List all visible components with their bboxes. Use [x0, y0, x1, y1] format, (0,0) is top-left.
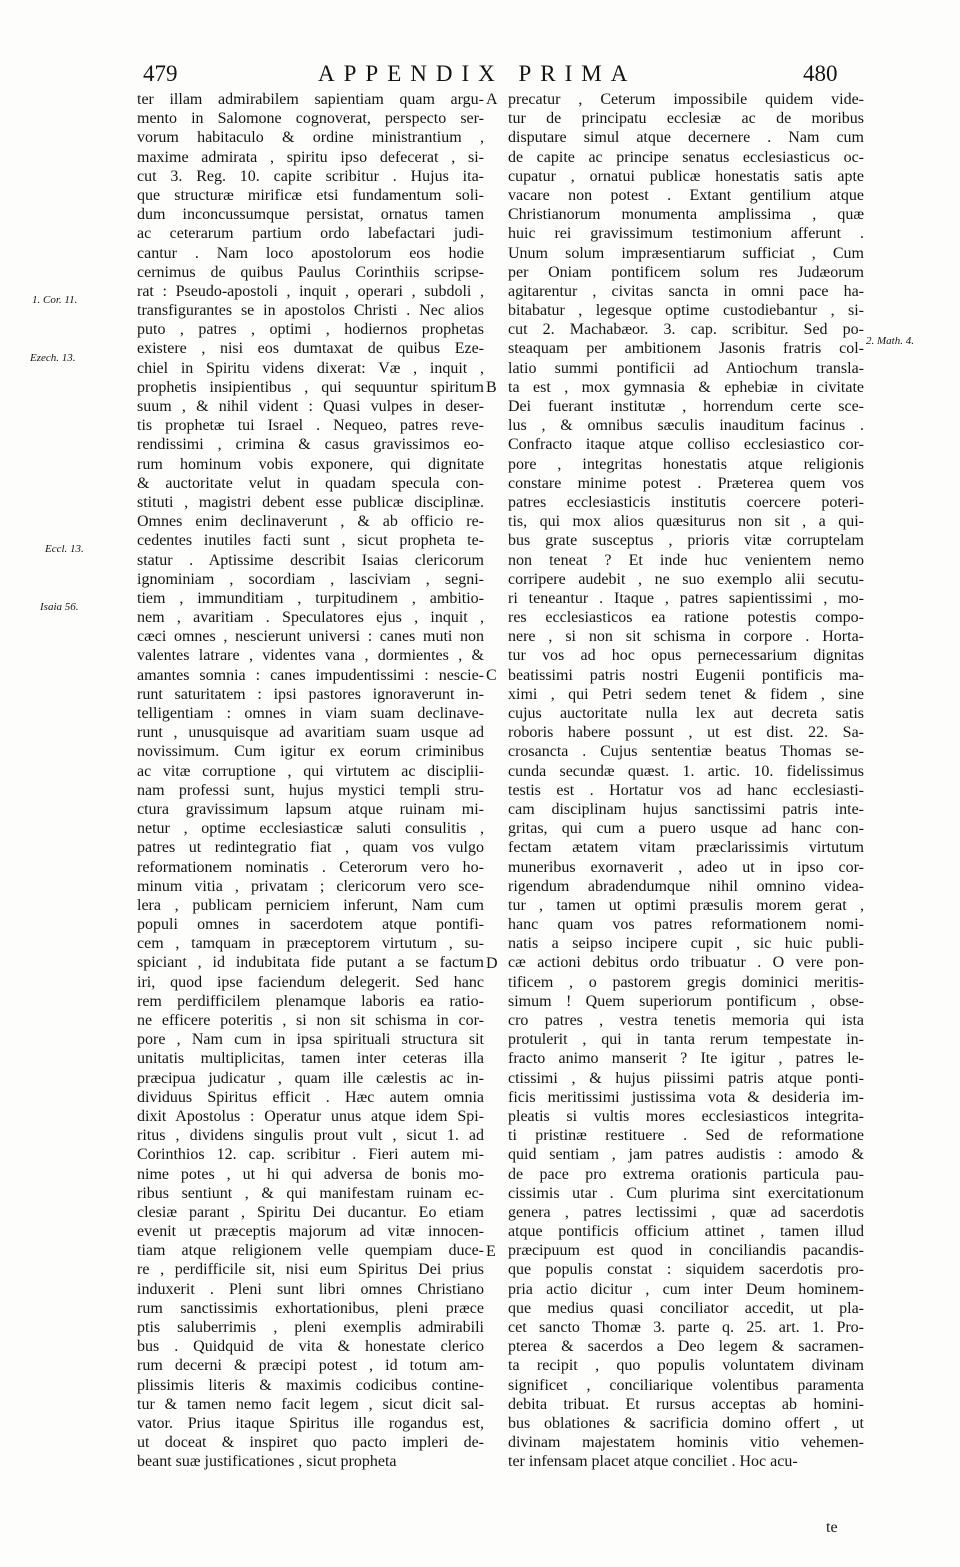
- text-line: pore , integritas honestatis atque religionis: [508, 455, 864, 473]
- left-column: [137, 90, 484, 1472]
- text-line: pria actio dicitur , cum inter Deum hominem-: [508, 1280, 864, 1298]
- text-line: roboris habere possunt , ut est dist. 22. Sa-: [508, 724, 864, 742]
- text-line: existere , nisi eos dumtaxat de quibus Eze-: [137, 340, 484, 358]
- text-line: fracto animo manserit ? Ite igitur , patres le-: [508, 1050, 864, 1068]
- text-line: natis a seipso incipere cupit , sic huic publi-: [508, 935, 864, 953]
- text-line: tiem , immunditiam , turpitudinem , ambitio-: [137, 589, 484, 607]
- text-line: rum sanctissimis exhortationibus, pleni præce: [137, 1299, 484, 1317]
- text-line: ut doceat & inspiret quo pacto impleri de-: [137, 1434, 484, 1452]
- text-line: rem perdifficilem plenamque laboris ea ratio-: [137, 992, 484, 1010]
- margin-note-ezech: Ezech. 13.: [30, 352, 76, 364]
- text-line: de pace pro extrema orationis particula pau-: [508, 1165, 864, 1183]
- text-line: dixit Apostolus : Operatur unus atque idem Spi-: [137, 1107, 484, 1125]
- text-line: protulerit , qui in tanta rerum tempestate in-: [508, 1031, 864, 1049]
- text-line: ne efficere poteritis , si non sit schisma in cor-: [137, 1012, 484, 1029]
- text-line: beant suæ justificationes , sicut propheta: [137, 1453, 397, 1471]
- text-line: ritus , dividens singulis prout vult , sicut 1. ad: [137, 1127, 484, 1145]
- text-line: cet sancto Thomæ 3. parte q. 25. art. 1. Pro-: [508, 1319, 864, 1336]
- text-line: rendissimi , crimina & casus gravissimos eo-: [137, 436, 484, 454]
- text-line: pore , Nam cum in ipsa spirituali structura sit: [137, 1031, 484, 1049]
- section-letter-d: D: [486, 955, 498, 972]
- text-line: amantes somnia : canes impudentissimi : nescie-: [137, 666, 484, 684]
- text-line: puto , patres , optimi , hodiernos prophetas: [137, 321, 484, 339]
- margin-note-cor: 1. Cor. 11.: [32, 294, 78, 306]
- text-line: rum hominum vobis exponere, qui dignitate: [137, 455, 484, 473]
- text-line: hanc quam vos patres reformationem nomi-: [508, 916, 864, 934]
- text-line: rum decerni & præcipi potest , id totum am-: [137, 1357, 484, 1375]
- text-line: ter infensam placet atque conciliet . Hoc acu-: [508, 1453, 798, 1471]
- text-line: fectam ætatem vitam præclarissimis virtutum: [508, 839, 864, 857]
- section-letter-b: B: [486, 379, 497, 396]
- text-line: prophetis insipientibus , qui sequuntur spiritum: [137, 378, 484, 396]
- text-line: ri teneantur . Itaque , patres sapientissimi , mo-: [508, 589, 864, 607]
- text-line: Corinthios 12. cap. scribitur . Fieri autem mi-: [137, 1146, 484, 1164]
- text-line: genera , patres lectissimi , quæ ad sacerdotis: [508, 1203, 864, 1221]
- text-line: tur , tamen ut optimi præsulis morem gerat ,: [508, 896, 864, 914]
- text-line: ac vitæ corruptione , qui virtutem ac disciplii-: [137, 762, 484, 780]
- text-line: valentes latrare , videntes vana , dormientes , &: [137, 647, 484, 665]
- text-line: cæci omnes , nescierunt universi : canes muti non: [137, 628, 484, 646]
- text-line: tis, qui mox alios quæsiturus non sit , a qui-: [508, 513, 864, 531]
- text-line: ta est , mox gymnasia & ephebiæ in civitate: [508, 378, 864, 396]
- text-line: corripere audebit , ne suo exemplo alii secutu-: [508, 570, 864, 588]
- text-line: netur , optime ecclesiasticæ saluti consulitis ,: [137, 820, 484, 838]
- text-line: cut 2. Machabæor. 3. cap. scribitur. Sed po-: [508, 321, 864, 339]
- text-line: reformationem nominatis . Ceterorum vero ho-: [137, 858, 484, 876]
- text-line: præcipuum est quod in conciliandis pacandis-: [508, 1242, 864, 1260]
- page-number-right: 480: [803, 61, 838, 86]
- text-line: præcipua judicatur , quam ille cælestis ac in-: [137, 1069, 484, 1087]
- text-line: ta recipit , quo populis voluntatem divinam: [508, 1357, 864, 1375]
- text-line: bus . Quidquid de vita & honestate clerico: [137, 1338, 484, 1356]
- text-line: statur . Aptissime describit Isaias clericorum: [137, 551, 484, 569]
- section-letter-c: C: [486, 667, 497, 684]
- text-line: cam disciplinam hujus sanctissimi patris inte-: [508, 800, 864, 818]
- text-line: latio summi pontificii ad Antiochum transla-: [508, 359, 864, 377]
- text-line: runt , unusquisque ad avaritiam suam usque ad: [137, 724, 484, 742]
- text-line: ficis meritissimi justissima vota & desideria im-: [508, 1088, 864, 1106]
- text-line: pleatis si vultis mores ecclesiasticos integrita-: [508, 1107, 864, 1125]
- text-line: nem , avaritiam . Speculatores ejus , inquit ,: [137, 609, 484, 627]
- text-line: que populis constat : siquidem sacerdotis pro-: [508, 1261, 864, 1279]
- text-line: non teneat ? Et inde huc venientem nemo: [508, 551, 864, 569]
- right-column: [508, 90, 864, 1472]
- text-line: patres ut redintegratio fiat , quam vos vulgo: [137, 839, 484, 857]
- running-head: APPENDIX PRIMA: [318, 61, 637, 86]
- text-line: atque pontificis officium attinet , tamen illud: [508, 1223, 864, 1241]
- text-line: nime potes , ut hi qui adversa de bonis mo-: [137, 1165, 484, 1183]
- text-line: muneribus exornaverit , adeo ut in ipso cor-: [508, 858, 864, 876]
- text-line: cedentes inutiles facti sunt , sicut propheta te-: [137, 532, 484, 550]
- text-line: cupatur , ornatui publicæ honestatis satis apte: [508, 167, 864, 185]
- text-line: ignominiam , socordiam , lasciviam , segni-: [137, 570, 484, 588]
- text-line: tiam atque religionem velle quempiam duce-: [137, 1242, 484, 1260]
- catchword: te: [826, 1519, 838, 1536]
- text-line: induxerit . Pleni sunt libri omnes Christiano: [137, 1280, 484, 1298]
- text-line: quid sentiam , jam patres audistis : amodo &: [508, 1146, 864, 1164]
- text-line: steaquam per ambitionem Jasonis fratris col-: [508, 340, 864, 358]
- text-line: bitabatur , legesque optime custodiebantur , si-: [508, 302, 864, 320]
- text-line: dividuus Spiritus efficit . Hæc autem omnia: [137, 1088, 484, 1106]
- text-line: ximi , qui Petri sedem tenet & fidem , sine: [508, 685, 864, 703]
- text-line: tur & tamen nemo facit legem , sicut dicit sal-: [137, 1395, 484, 1413]
- text-line: simum ! Quem superiorum pontificum , obse-: [508, 992, 864, 1010]
- text-line: maxime admirata , spiritu ipso defecerat , si-: [137, 148, 484, 166]
- text-line: mento in Salomone cognoverat, perspecto ser-: [137, 110, 484, 128]
- text-line: res ecclesiasticos ea ratione potestis compo-: [508, 609, 864, 627]
- text-line: testis est . Hortatur vos ad hanc ecclesiasti-: [508, 781, 864, 799]
- text-line: constare minime potest . Præterea quem vos: [508, 474, 864, 492]
- margin-note-isaia: Isaia 56.: [40, 601, 79, 613]
- text-line: agitarentur , civitas sancta in omni pace ha-: [508, 282, 864, 300]
- text-line: debita tribuat. Et rursus acceptas ab homini-: [508, 1395, 864, 1413]
- text-line: tificem , o pastorem gregis dominici meritis-: [508, 973, 864, 991]
- text-line: ribus sentiunt , & qui manifestam ruinam ec-: [137, 1184, 484, 1202]
- text-line: clesiæ parant , Spiritu Dei ducantur. Eo etiam: [137, 1203, 484, 1221]
- text-line: huic rei gravissimum testimonium afferunt .: [508, 225, 864, 243]
- text-line: iri, quod ipse faciendum delegerit. Sed hanc: [137, 973, 484, 991]
- text-line: cissimis utar . Cum plurima sint exercitationum: [508, 1184, 864, 1202]
- text-line: Omnes enim declinaverunt , & ab officio re-: [137, 513, 484, 531]
- text-line: cernimus de quibus Paulus Corinthiis scripse-: [137, 263, 484, 281]
- text-line: rat : Pseudo-apostoli , inquit , operari , subdoli ,: [137, 282, 484, 300]
- page-number-left: 479: [143, 61, 178, 86]
- text-line: ptis saluberrimis , pleni exemplis admirabili: [137, 1319, 484, 1336]
- text-line: vorum habitaculo & ordine ministrantium ,: [137, 129, 484, 147]
- text-line: ter illam admirabilem sapientiam quam argu-: [137, 91, 484, 108]
- text-line: runt saturitatem : ipsi pastores ignoraverunt in-: [137, 685, 484, 703]
- text-line: minum vitia , privatam ; clericorum vero sce-: [137, 877, 484, 895]
- text-line: gritas, qui cum a puero usque ad hanc con-: [508, 820, 864, 838]
- text-line: re , perdifficile sit, nisi eum Spiritus Dei prius: [137, 1261, 484, 1279]
- section-letter-a: A: [486, 91, 498, 108]
- text-line: precatur , Ceterum impossibile quidem vide-: [508, 91, 864, 108]
- section-letter-e: E: [486, 1243, 496, 1260]
- text-line: pterea & sacerdos a Deo legem & sacramen-: [508, 1338, 864, 1356]
- text-line: beatissimi patris nostri Eugenii pontificis ma-: [508, 666, 864, 684]
- text-line: tur de principatu ecclesiæ ac de moribus: [508, 110, 864, 128]
- text-line: ctura gravissimum lapsum atque ruinam mi-: [137, 800, 484, 818]
- text-line: Dei fuerant institutæ , horrendum certe sce-: [508, 398, 864, 415]
- text-line: vator. Prius itaque Spiritus ille rogandus est,: [137, 1414, 484, 1432]
- text-line: rigendum abradendumque nihil omnino videa-: [508, 877, 864, 895]
- margin-note-math: 2. Math. 4.: [866, 335, 914, 347]
- text-line: nam professi sunt, hujus mystici templi stru-: [137, 781, 484, 799]
- text-line: tur vos ad hoc opus pernecessarium dignitas: [508, 647, 864, 665]
- text-line: Confracto itaque atque colliso ecclesiastico cor-: [508, 436, 864, 454]
- text-line: populi omnes in sacerdotem atque pontifi-: [137, 916, 484, 934]
- text-line: ctissimi , & hujus piissimi patris atque ponti-: [508, 1069, 864, 1087]
- text-line: unitatis multiplicitas, tamen inter ceteras illa: [137, 1050, 484, 1068]
- text-line: per Oniam pontificem solum res Judæorum: [508, 263, 864, 281]
- text-line: crosancta . Cujus sententiæ beatus Thomas se-: [508, 743, 864, 761]
- text-line: nere , si non sit schisma in corpore . Horta-: [508, 628, 864, 646]
- text-line: patres ecclesiasticis institutis coercere poteri-: [508, 493, 864, 511]
- text-line: lus , & omnibus sæculis inauditum facinus .: [508, 417, 864, 435]
- text-line: evenit ut præceptis majorum ad vitæ innocen-: [137, 1223, 484, 1241]
- text-line: cunda secundæ quæst. 1. artic. 10. fidelissimus: [508, 762, 864, 780]
- text-line: cem , tamquam in præceptorem virtutum , su-: [137, 935, 484, 953]
- margin-note-eccl: Eccl. 13.: [45, 543, 84, 555]
- text-line: bus oblationes & sacrificia domino offert , ut: [508, 1414, 864, 1432]
- text-line: disputare simul atque decernere . Nam cum: [508, 129, 864, 147]
- text-line: Unum solum impræsentiarum sufficiat , Cum: [508, 244, 864, 262]
- text-line: cro patres , vestra tenetis memoria qui ista: [508, 1012, 864, 1029]
- text-line: chiel in Spiritu videns dixerat: Væ , inquit ,: [137, 359, 484, 377]
- text-line: ti pristinæ restituere . Sed de reformatione: [508, 1127, 864, 1145]
- text-line: cantur . Nam loco apostolorum eos hodie: [137, 244, 484, 262]
- text-line: que structuræ mirificæ etsi fundamentum soli-: [137, 186, 484, 204]
- text-line: de capite ac principe senatus ecclesiasticus oc-: [508, 148, 864, 166]
- text-line: plissimis literis & maximis codicibus contine-: [137, 1376, 484, 1394]
- text-line: tis prophetæ tui Israel . Nequeo, patres reve-: [137, 417, 484, 435]
- text-line: lera , publicam perniciem inferunt, Nam cum: [137, 896, 484, 914]
- text-line: que medius quasi conciliator accedit, ut pla-: [508, 1299, 864, 1317]
- text-line: telligentiam : omnes in viam suam declinave-: [137, 705, 484, 722]
- text-line: cut 3. Reg. 10. capite scribitur . Hujus ita-: [137, 167, 484, 185]
- text-line: suum , & nihil vident : Quasi vulpes in deser-: [137, 398, 484, 415]
- text-line: Christianorum monumenta amplissima , quæ: [508, 206, 864, 224]
- text-line: transfigurantes se in apostolos Christi . Nec alios: [137, 302, 484, 320]
- text-line: divinam majestatem hominis vitio vehemen-: [508, 1434, 864, 1452]
- text-line: novissimum. Cum igitur ex eorum criminibus: [137, 743, 484, 761]
- text-line: spiciant , id indubitata fide putant a se factum: [137, 954, 484, 972]
- text-line: significet , conciliarique volentibus paramenta: [508, 1376, 864, 1394]
- text-line: bus grate susceptus , prioris vitæ corruptelam: [508, 532, 864, 550]
- text-line: vacare non potest . Extant gentilium atque: [508, 186, 864, 204]
- text-line: cæ actioni debitus ordo tribuatur . O vere pon-: [508, 954, 864, 972]
- text-line: & auctoritate velut in quadam specula con-: [137, 474, 484, 492]
- text-line: stituti , magistri debent esse publicæ disciplinæ.: [137, 493, 484, 511]
- text-line: ac ceterarum partium ordo labefactari judi-: [137, 225, 484, 243]
- text-line: cujus auctoritate nulla lex aut decreta satis: [508, 705, 864, 722]
- text-line: dum inconcussumque persistat, ornatus tamen: [137, 206, 484, 224]
